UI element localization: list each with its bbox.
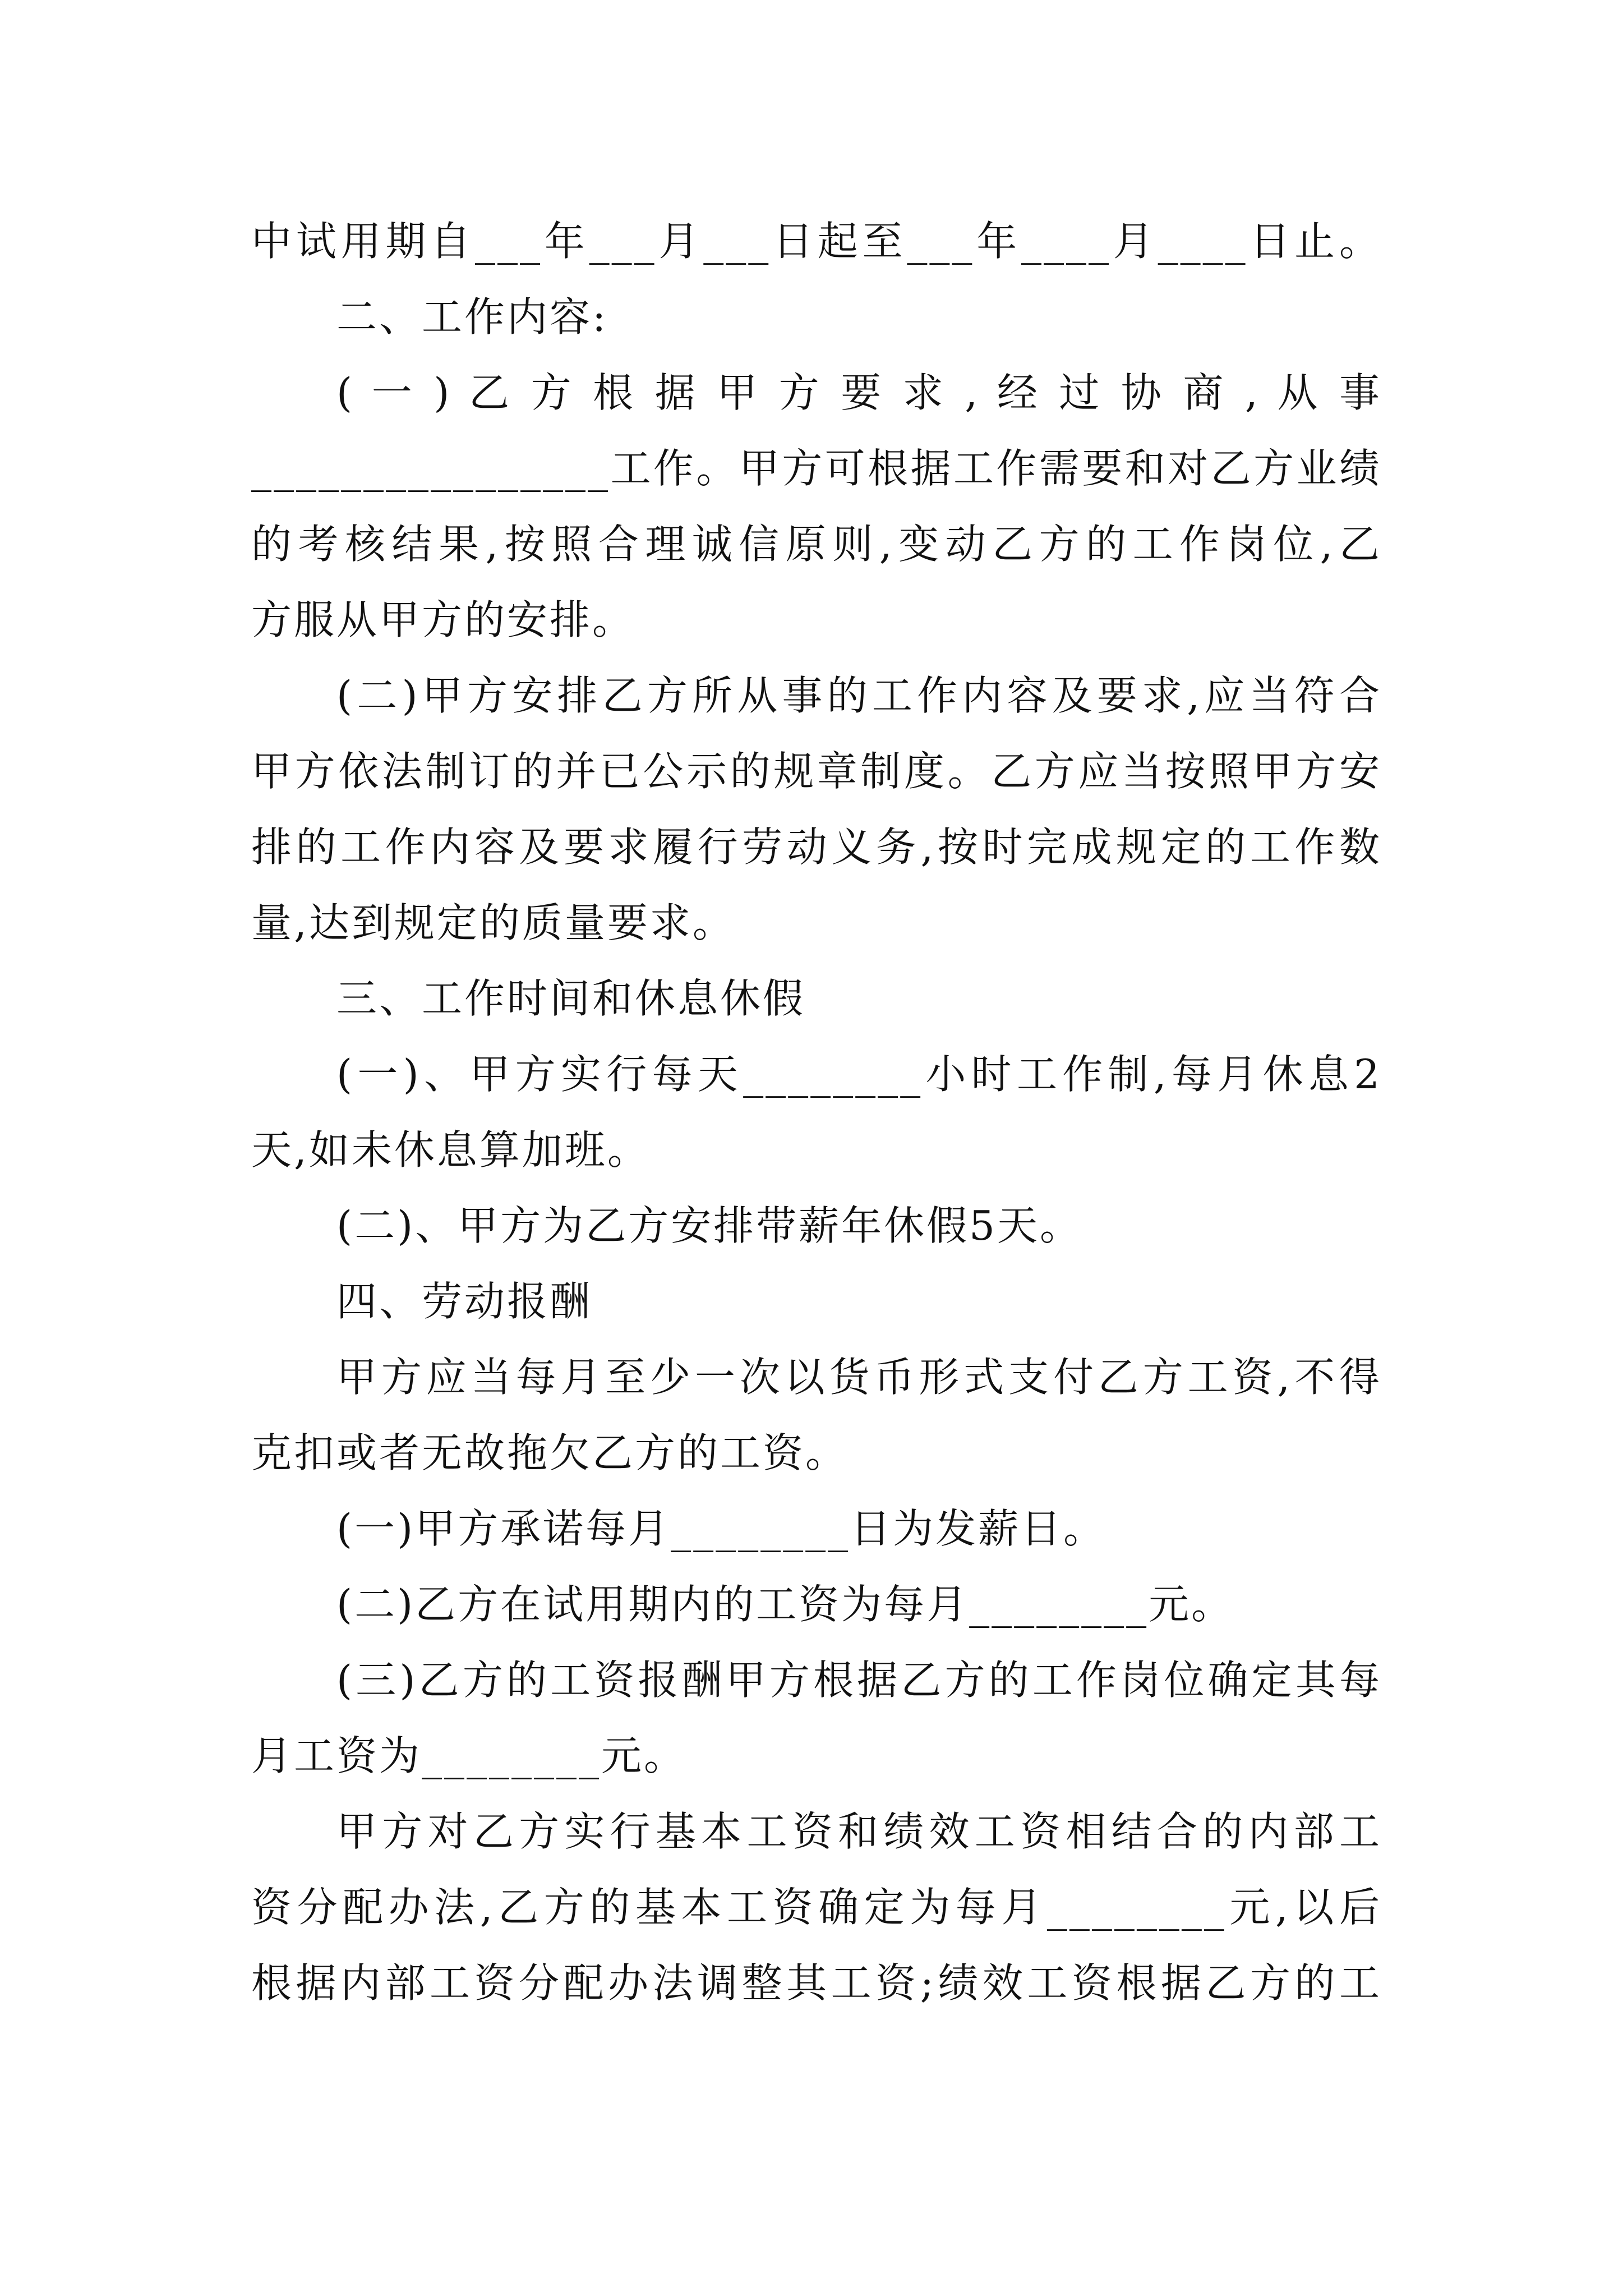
text-line: (一)、甲方实行每天________小时工作制,每月休息2 [336, 1051, 1382, 1098]
text-line: (二)、甲方为乙方安排带薪年休假5天。 [336, 1202, 1082, 1249]
text-line: ( 一 ) 乙 方 根 据 甲 方 要 求 , 经 过 协 商 , 从 事 [336, 369, 1382, 416]
text-line: 月工资为________元。 [251, 1732, 687, 1779]
section-heading: 四、劳动报酬 [336, 1278, 593, 1325]
text-line: 排的工作内容及要求履行劳动义务,按时完成规定的工作数 [251, 823, 1382, 871]
text-line: 方服从甲方的安排。 [251, 596, 635, 643]
text-line: (二)乙方在试用期内的工资为每月________元。 [336, 1581, 1234, 1628]
text-line: 甲方依法制订的并已公示的规章制度。乙方应当按照甲方安 [251, 748, 1382, 795]
section-heading: 三、工作时间和休息休假 [336, 975, 806, 1022]
text-line: 资分配办法,乙方的基本工资确定为每月________元,以后 [251, 1884, 1382, 1931]
text-line: 天,如未休息算加班。 [251, 1126, 650, 1174]
text-line: (二)甲方安排乙方所从事的工作内容及要求,应当符合 [336, 672, 1382, 719]
text-line: 量,达到规定的质量要求。 [251, 899, 735, 946]
text-line: 甲方应当每月至少一次以货币形式支付乙方工资,不得 [336, 1354, 1382, 1401]
text-line: 的考核结果,按照合理诚信原则,变动乙方的工作岗位,乙 [251, 521, 1382, 568]
text-line: 根据内部工资分配办法调整其工资;绩效工资根据乙方的工 [251, 1959, 1382, 2007]
text-line: 甲方对乙方实行基本工资和绩效工资相结合的内部工 [336, 1808, 1382, 1855]
section-heading: 二、工作内容: [336, 293, 608, 341]
text-line: ________________工作。甲方可根据工作需要和对乙方业绩 [251, 445, 1382, 492]
text-line: (三)乙方的工资报酬甲方根据乙方的工作岗位确定其每 [336, 1657, 1382, 1704]
text-line: 中试用期自___年___月___日起至___年____月____日止。 [251, 218, 1382, 265]
text-line: (一)甲方承诺每月________日为发薪日。 [336, 1505, 1106, 1552]
text-line: 克扣或者无故拖欠乙方的工资。 [251, 1429, 849, 1476]
